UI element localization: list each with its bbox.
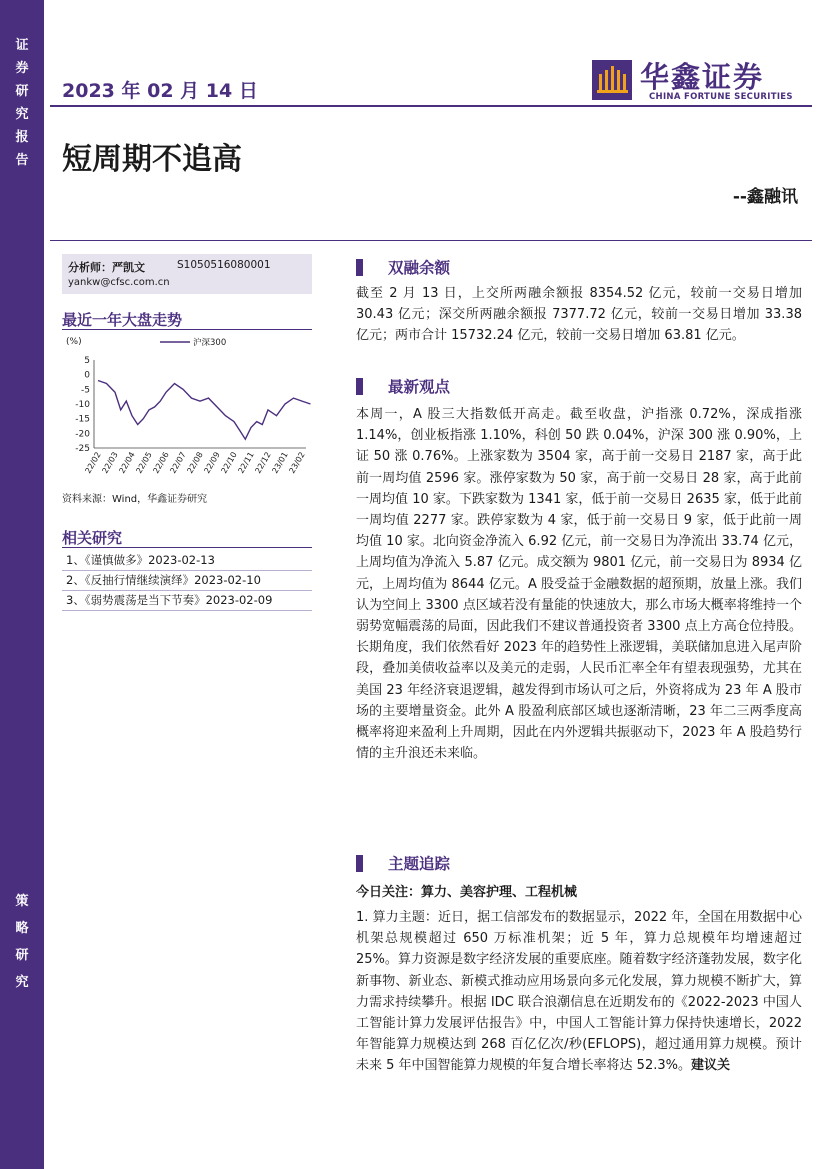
related-section-title: 相关研究 <box>62 529 123 547</box>
x-tick-label: 22/04 <box>117 450 137 475</box>
logo-english: CHINA FORTUNE SECURITIES <box>649 92 793 102</box>
side-label-strategy <box>0 888 44 996</box>
analyst-email: yankw@cfsc.com.cn <box>68 277 170 288</box>
x-tick-label: 23/01 <box>270 450 290 475</box>
y-tick-label: -5 <box>81 385 90 396</box>
related-item[interactable]: 1、《谨慎做多》2023-02-13 <box>66 553 215 567</box>
logo-text: 华鑫证券 <box>640 60 765 94</box>
x-tick-label: 22/03 <box>100 450 120 475</box>
report-date: 2023 年 02 月 14 日 <box>62 80 258 102</box>
y-tick-label: -15 <box>75 414 90 425</box>
y-tick-label: -10 <box>75 400 90 410</box>
y-tick-label: -20 <box>75 429 90 440</box>
side-char: 证 <box>15 38 29 53</box>
side-char: 略 <box>15 921 29 936</box>
related-section-line <box>62 547 312 548</box>
chart-section-title: 最近一年大盘走势 <box>62 311 183 329</box>
margin-paragraph: 截至 2 月 13 日，上交所两融余额报 8354.52 亿元，较前一交易日增加 30.43 亿元；深交所两融余额报 7377.72 亿元，较前一交易日增加 33.38 亿元；两市合计 15732.24 亿元，较前一交易日增加 63.81 亿元。 <box>356 286 802 344</box>
related-item[interactable]: 2、《反抽行情继续演绎》2023-02-10 <box>66 573 261 587</box>
related-divider <box>62 610 312 611</box>
x-tick-label: 22/05 <box>134 450 154 475</box>
section-title: 双融余额 <box>388 259 451 277</box>
section-title: 主题追踪 <box>388 855 451 873</box>
section-marker-icon <box>356 259 363 276</box>
section-marker-icon <box>356 378 363 395</box>
x-tick-label: 22/12 <box>253 450 273 475</box>
related-list <box>62 551 312 611</box>
x-tick-label: 22/10 <box>219 450 239 475</box>
page-title: 短周期不追高 <box>62 142 242 177</box>
themes-paragraph <box>356 907 802 1077</box>
y-tick-label: 0 <box>84 370 90 381</box>
header-divider <box>50 105 812 107</box>
side-char: 究 <box>15 107 29 122</box>
side-char: 究 <box>15 975 29 990</box>
x-tick-label: 22/02 <box>83 450 103 475</box>
views-paragraph: 本周一，A 股三大指数低开高走。截至收盘，沪指涨 0.72%，深成指涨 1.14%，创业板指涨 1.10%，科创 50 跌 0.04%，沪深 300 涨 0.90%，上证 50 涨 0.76%。上涨家数为 3504 家，高于前一交易日 2187 家，高于此前一周均值 2596 家。涨停家数为 50 家，高于前一交易日 28 家，高于此前一周均值 10 家。下跌家数为 1341 家，低于前一交易日 2635 家，低于此前一周均值 2277 家。跌停家数为 4 家，低于前一交易日 9 家，低于此前一周均值 10 家。北向资金净流入 6.92 亿元，前一交易日为净流出 33.74 亿元，上周均值为净流入 5.87 亿元。成交额为 9801 亿元，前一交易日为 8934 亿元，上周均值为 8644 亿元。A 股受益于金融数据的超预期，放量上涨。我们认为空间上 3300 点区域若没有量能的快速放大，那么市场大概率将维持一个弱势宽幅震荡的局面，因此我们不建议普通投资者 3300 点上方高仓位持股。长期角度，我们依然看好 2023 年的趋势性上涨逻辑，美联储加息进入尾声阶段，叠加美债收益率以及美元的走弱，人民币汇率全年有望表现强势，尤其在美国 23 年经济衰退逻辑，越发得到市场认可之后，外资将成为 23 年 A 股市场的主要增量资金。此外 A 股盈利底部区域也逐渐清晰，23 年二三两季度高概率将迎来盈利上升周期，因此在内外逻辑共振驱动下，2023 年 A 股趋势行情的主升浪还未来临。 <box>356 407 802 762</box>
themes-text-bold: 建议关 <box>690 1058 730 1074</box>
series-line <box>98 381 311 440</box>
today-focus: 今日关注：算力、美容护理、工程机械 <box>356 885 578 900</box>
y-tick-label: -25 <box>75 444 90 454</box>
side-char: 策 <box>15 894 29 909</box>
x-tick-label: 22/08 <box>185 450 205 475</box>
section-marker-icon <box>356 855 363 872</box>
side-char: 报 <box>15 130 29 145</box>
analyst-name: 分析师：严凯文 <box>68 261 145 274</box>
y-axis-label: (%) <box>66 337 82 347</box>
side-char: 研 <box>15 84 29 99</box>
side-char: 告 <box>15 153 29 168</box>
x-tick-label: 22/06 <box>151 450 171 475</box>
related-item[interactable]: 3、《弱势震荡是当下节奏》2023-02-09 <box>66 593 273 607</box>
analyst-cert: S1050516080001 <box>177 259 271 271</box>
chart-source: 资料来源：Wind，华鑫证券研究 <box>62 494 208 505</box>
x-tick-label: 22/11 <box>236 450 256 475</box>
side-char: 券 <box>15 61 29 76</box>
logo-mark-icon <box>592 60 632 100</box>
x-tick-label: 22/09 <box>202 450 222 475</box>
legend-label: 沪深300 <box>193 338 227 348</box>
side-label-report <box>0 34 44 172</box>
side-char: 研 <box>15 948 29 963</box>
themes-text: 1. 算力主题：近日，据工信部发布的数据显示，2022 年，全国在用数据中心机架总规模超过 650 万标准机架；近 5 年，算力总规模年均增速超过 25%。算力资源是数字经济发展的重要底座。随着数字经济蓬勃发展，数字化新事物、新业态、新模式推动应用场景向多元化发展，算力规模不断扩大，算力需求持续攀升。根据 IDC 联合浪潮信息在近期发布的《2022-2023 中国人工智能计算力发展评估报告》中，中国人工智能计算力保持快速增长，2022 年智能算力规模达到 268 百亿亿次/秒(EFLOPS)，超过通用算力规模。预计未来 5 年中国智能算力规模的年复合增长率将达 52.3%。 <box>356 910 802 1074</box>
analyst-box <box>62 254 312 294</box>
header-divider-bottom <box>50 240 812 241</box>
x-tick-label: 22/07 <box>168 450 188 475</box>
column-name: --鑫融讯 <box>732 187 798 207</box>
x-tick-label: 23/02 <box>287 450 307 475</box>
market-chart <box>62 330 312 490</box>
section-title: 最新观点 <box>388 378 451 396</box>
y-tick-label: 5 <box>84 356 90 366</box>
